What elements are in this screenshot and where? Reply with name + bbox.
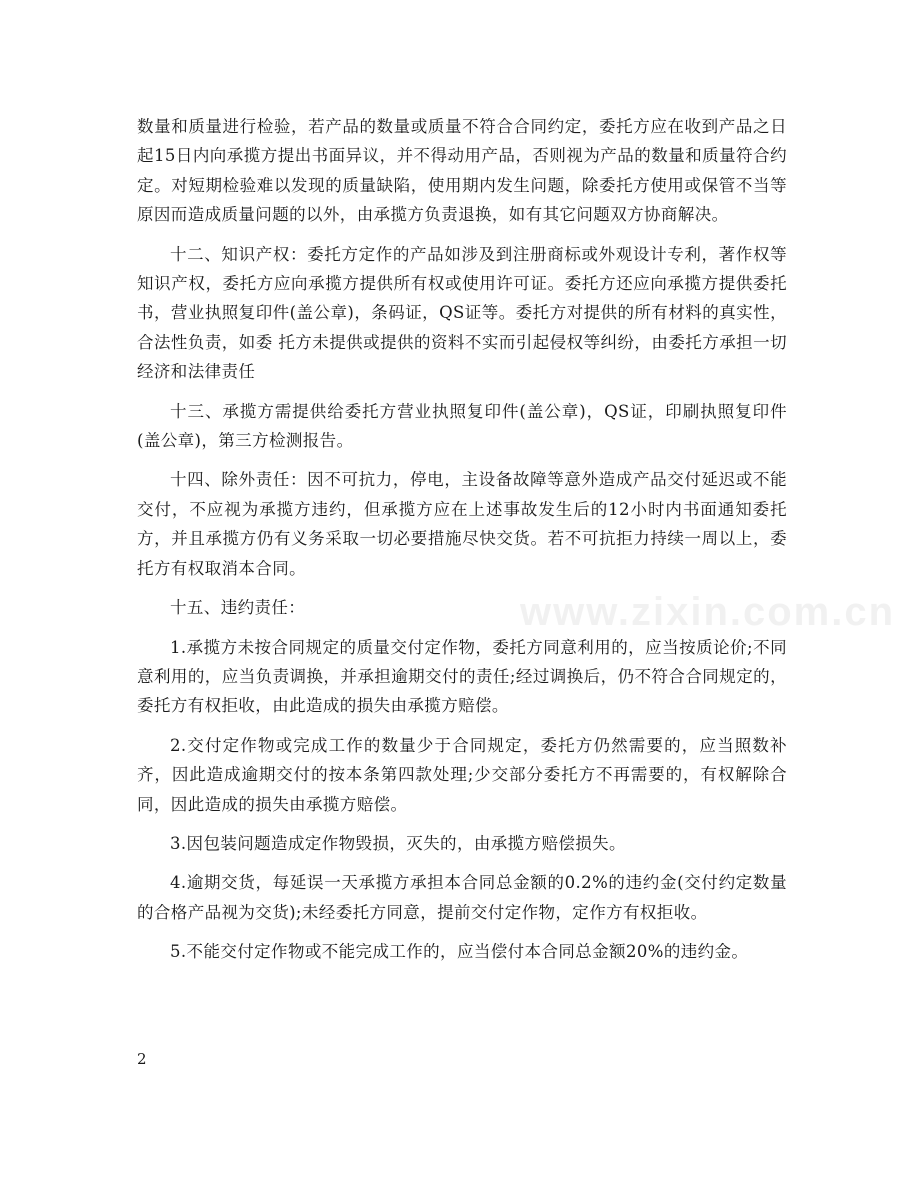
paragraph-continuation: 数量和质量进行检验，若产品的数量或质量不符合合同约定，委托方应在收到产品之日起15日内向承揽方提出书面异议，并不得动用产品，否则视为产品的数量和质量符合约定。对短期检验难以发现的质量缺陷，使用期内发生问题，除委托方使用或保管不当等原因而造成质量问题的以外，由承揽方负责退换，如有其它问题双方协商解决。: [137, 117, 787, 225]
watermark: www.zixin.com.cn: [520, 590, 896, 634]
paragraph-clause-12: 十二、知识产权：委托方定作的产品如涉及到注册商标或外观设计专利，著作权等知识产权，委托方应向承揽方提供所有权或使用许可证。委托方还应向承揽方提供委托书，营业执照复印件(盖公章)，条码证，QS证等。委托方对提供的所有材料的真实性，合法性负责，如委 托方未提供或提供的资料不实而引起侵权等纠纷，由委托方承担一切经济和法律责任: [137, 244, 787, 382]
paragraph-clause-13: 十三、承揽方需提供给委托方营业执照复印件(盖公章)，QS证，印刷执照复印件(盖公章)，第三方检测报告。: [137, 401, 787, 451]
paragraph-item-4: 4.逾期交货，每延误一天承揽方承担本合同总金额的0.2%的违约金(交付约定数量的合格产品视为交货);未经委托方同意，提前交付定作物，定作方有权拒收。: [137, 873, 787, 922]
page-number: 2: [137, 1050, 147, 1068]
paragraph-item-3: 3.因包装问题造成定作物毁损，灭失的，由承揽方赔偿损失。: [170, 833, 626, 853]
paragraph-item-5: 5.不能交付定作物或不能完成工作的，应当偿付本合同总金额20%的违约金。: [170, 942, 749, 962]
paragraph-clause-14: 十四、除外责任：因不可抗力，停电，主设备故障等意外造成产品交付延迟或不能交付，不应视为承揽方违约，但承揽方应在上述事故发生后的12小时内书面通知委托方，并且承揽方仍有义务采取一切必要措施尽快交货。若不可抗拒力持续一周以上，委托方有权取消本合同。: [137, 470, 787, 578]
paragraph-item-2: 2.交付定作物或完成工作的数量少于合同规定，委托方仍然需要的，应当照数补齐，因此造成逾期交付的按本条第四款处理;少交部分委托方不再需要的，有权解除合同，因此造成的损失由承揽方赔偿。: [137, 735, 787, 814]
paragraph-clause-15-heading: 十五、违约责任：: [170, 598, 306, 618]
paragraph-item-1: 1.承揽方未按合同规定的质量交付定作物，委托方同意利用的，应当按质论价;不同意利用的，应当负责调换，并承担逾期交付的责任;经过调换后，仍不符合合同规定的，委托方有权拒收，由此造成的损失由承揽方赔偿。: [137, 637, 787, 716]
document-body: [137, 112, 787, 977]
